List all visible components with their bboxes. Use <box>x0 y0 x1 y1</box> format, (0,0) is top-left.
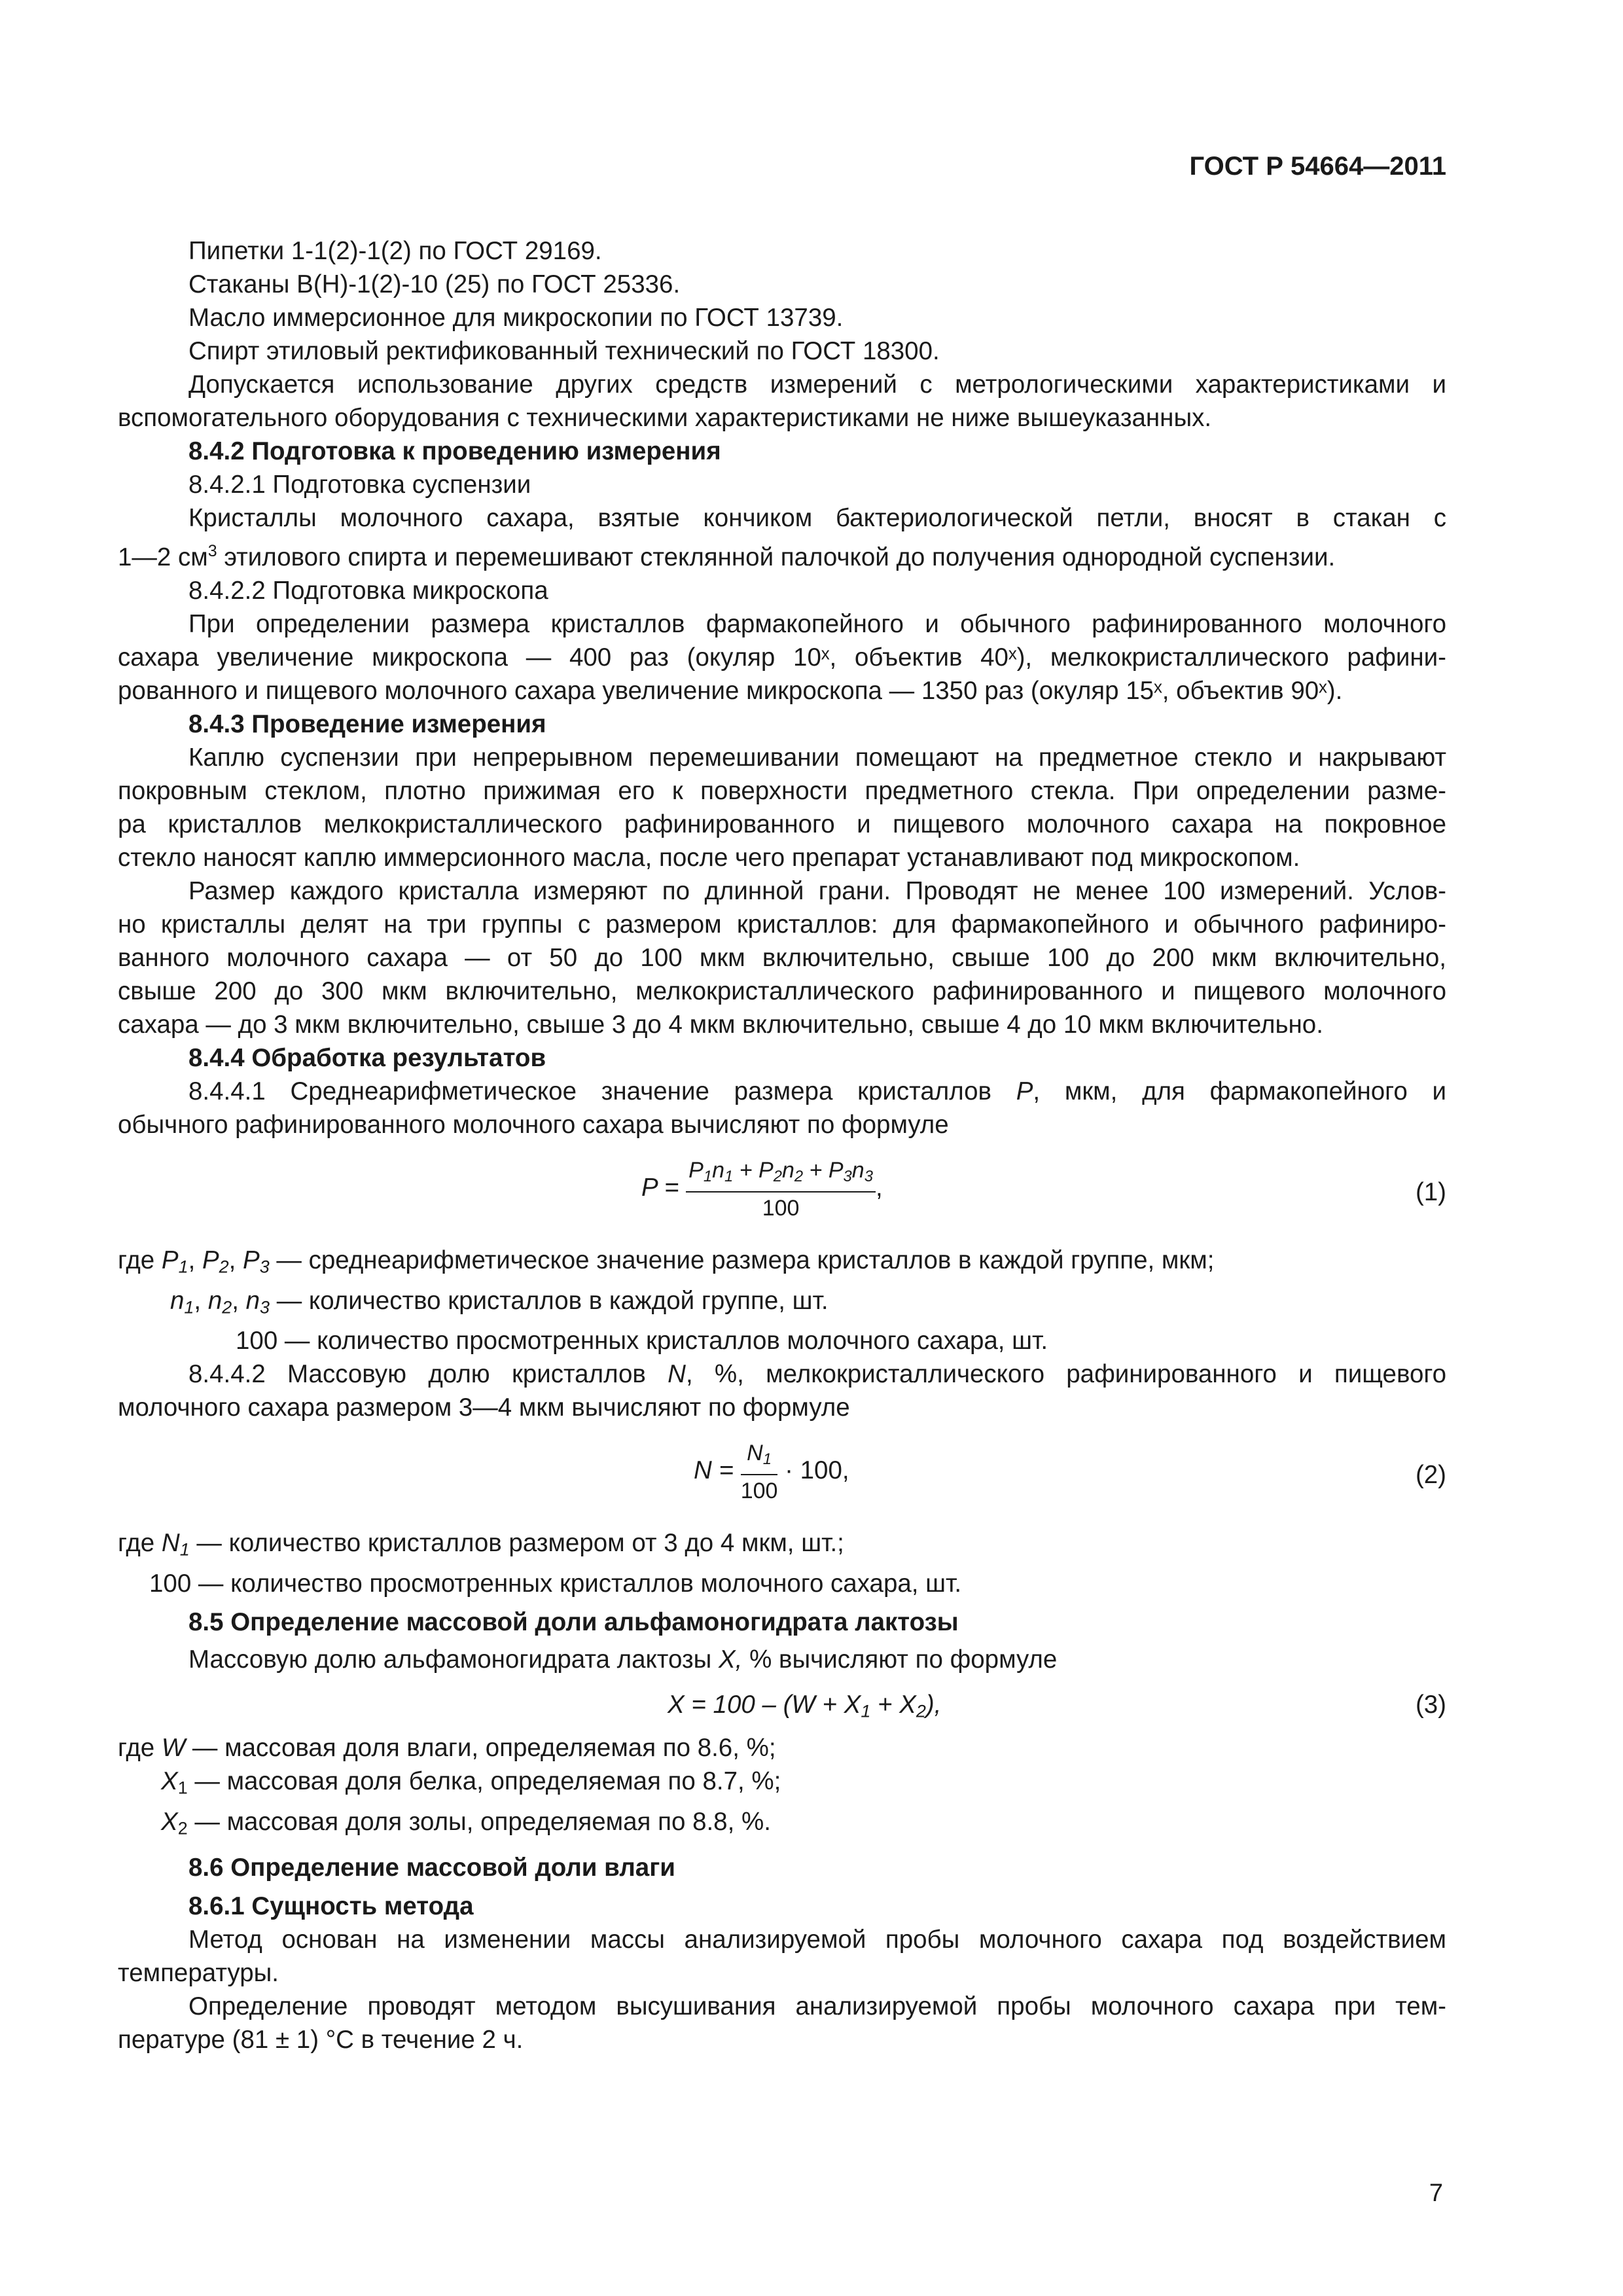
subsection-heading: 8.4.2.2 Подготовка микроскопа <box>188 576 548 605</box>
formula-3 <box>118 1685 1446 1725</box>
text-line: Определение проводят методом высушивания анализируемой пробы молочного сахара при тем- <box>188 1992 1446 2020</box>
formula-expression: $X = 100 - (W + X_1 + X_2)$, <box>668 1691 942 1721</box>
text-line: Кристаллы молочного сахара, взятые кончиком бактериологической петли, вносят в стакан с <box>188 504 1446 532</box>
formula-number: (3) <box>1415 1691 1446 1719</box>
text-line: стекло наносят каплю иммерсионного масла, после чего препарат устанавливают под микроскопом. <box>118 843 1300 872</box>
page-body <box>118 234 1446 2056</box>
section-heading: 8.5 Определение массовой доли альфамоногидрата лактозы <box>188 1608 959 1637</box>
where-line: где $N_1$ — количество кристаллов размером от 3 до 4 мкм, шт.; <box>118 1529 844 1560</box>
text-line: вспомогательного оборудования с техническими характеристиками не ниже вышеуказанных. <box>118 404 1212 432</box>
text-line: ра кристаллов мелкокристаллического рафинированного и пищевого молочного сахара на покровное <box>118 810 1446 838</box>
text-line: Метод основан на изменении массы анализируемой пробы молочного сахара под воздействием <box>188 1925 1446 1954</box>
formula-lhs: N = <box>694 1456 734 1485</box>
text-line: сахара увеличение микроскопа — 400 раз (окуляр 10ˣ, объектив 40ˣ), мелкокристаллического рафини- <box>118 643 1446 672</box>
where-line: $X_2$ — массовая доля золы, определяемая по 8.8, %. <box>161 1807 771 1839</box>
text-line: 8.4.4.1 Среднеарифметическое значение размера кристаллов P, мкм, для фармакопейного и <box>188 1077 1447 1105</box>
text-line: Размер каждого кристалла измеряют по длинной грани. Проводят не менее 100 измерений. Услов- <box>188 876 1446 905</box>
subsection-heading: 8.6.1 Сущность метода <box>188 1892 474 1920</box>
formula-number: (1) <box>1415 1177 1446 1206</box>
section-heading: 8.4.4 Обработка результатов <box>188 1043 546 1072</box>
text-line: температуры. <box>118 1958 279 1987</box>
subsection-heading: 8.4.2.1 Подготовка суспензии <box>188 471 531 499</box>
text-line: свыше 200 до 300 мкм включительно, мелкокристаллического рафинированного и пищевого молочного <box>118 977 1446 1005</box>
formula-lhs: P = <box>641 1173 679 1202</box>
text-line: но кристаллы делят на три группы с размером кристаллов: для фармакопейного и обычного рафиниро- <box>118 910 1446 939</box>
fraction-numerator: $P_1n_1 + P_2n_2 + P_3n_3$ <box>686 1157 876 1193</box>
text-line: При определении размера кристаллов фармакопейного и обычного рафинированного молочного <box>188 609 1446 638</box>
section-heading: 8.4.3 Проведение измерения <box>188 709 546 738</box>
text-line: молочного сахара размером 3—4 мкм вычисляют по формуле <box>118 1393 850 1422</box>
fraction-denominator: 100 <box>762 1195 800 1221</box>
text-line: сахара — до 3 мкм включительно, свыше 3 до 4 мкм включительно, свыше 4 до 10 мкм включительно. <box>118 1010 1323 1039</box>
where-line: где W — массовая доля влаги, определяемая по 8.6, %; <box>118 1734 776 1763</box>
where-line: где $P_1$, $P_2$, $P_3$ — среднеарифметическое значение размера кристаллов в каждой группе, мкм; <box>118 1246 1215 1277</box>
formula-fraction <box>741 1440 778 1504</box>
text-line: Массовую долю альфамоногидрата лактозы X, % вычисляют по формуле <box>188 1645 1058 1674</box>
where-line: $n_1$, $n_2$, $n_3$ — количество кристаллов в каждой группе, шт. <box>170 1286 829 1318</box>
text-line: Пипетки 1-1(2)-1(2) по ГОСТ 29169. <box>188 237 602 265</box>
text-line: Масло иммерсионное для микроскопии по ГОСТ 13739. <box>188 304 844 332</box>
text-line: Стаканы В(Н)-1(2)-10 (25) по ГОСТ 25336. <box>188 270 681 298</box>
formula-1: P = $\frac{P_1n_1 + P_2n_2 + P_3n_3}{100}$ , (1) <box>641 1157 1446 1221</box>
text-line: пературе (81 ± 1) °С в течение 2 ч. <box>118 2025 524 2054</box>
where-line: 100 — количество просмотренных кристаллов молочного сахара, шт. <box>236 1327 1048 1355</box>
formula-number: (2) <box>1415 1461 1446 1490</box>
text-line: ванного молочного сахара — от 50 до 100 мкм включительно, свыше 100 до 200 мкм включительно, <box>118 943 1446 972</box>
text-line: рованного и пищевого молочного сахара увеличение микроскопа — 1350 раз (окуляр 15ˣ, объектив 90ˣ). <box>118 676 1343 705</box>
formula-2: N = $\frac{N_1}{100}$ · 100, (2) <box>694 1441 1446 1504</box>
section-heading: 8.6 Определение массовой доли влаги <box>188 1853 675 1882</box>
formula-fraction <box>686 1157 876 1221</box>
document-code: ГОСТ Р 54664—2011 <box>1189 152 1446 181</box>
text-line: 1—2 $см^3$ этилового спирта и перемешивают стеклянной палочкой до получения однородной суспензии. <box>118 542 1336 571</box>
where-line: $X_1$ — массовая доля белка, определяемая по 8.7, %; <box>161 1767 781 1798</box>
fraction-numerator: $N_1$ <box>741 1440 778 1475</box>
text-line: 8.4.4.2 Массовую долю кристаллов N, %, мелкокристаллического рафинированного и пищевого <box>188 1360 1446 1389</box>
fraction-denominator: 100 <box>740 1479 778 1504</box>
section-heading: 8.4.2 Подготовка к проведению измерения <box>188 437 721 465</box>
page-number: 7 <box>1429 2179 1443 2207</box>
text-line: обычного рафинированного молочного сахара вычисляют по формуле <box>118 1110 949 1139</box>
text-line: Каплю суспензии при непрерывном перемешивании помещают на предметное стекло и накрывают <box>188 743 1446 772</box>
text-line: покровным стеклом, плотно прижимая его к поверхности предметного стекла. При определении разме- <box>118 776 1446 805</box>
text-line: Спирт этиловый ректификованный технический по ГОСТ 18300. <box>188 337 940 365</box>
text-line: Допускается использование других средств измерений с метрологическими характеристиками и <box>188 370 1446 399</box>
where-line: 100 — количество просмотренных кристаллов молочного сахара, шт. <box>149 1570 962 1598</box>
